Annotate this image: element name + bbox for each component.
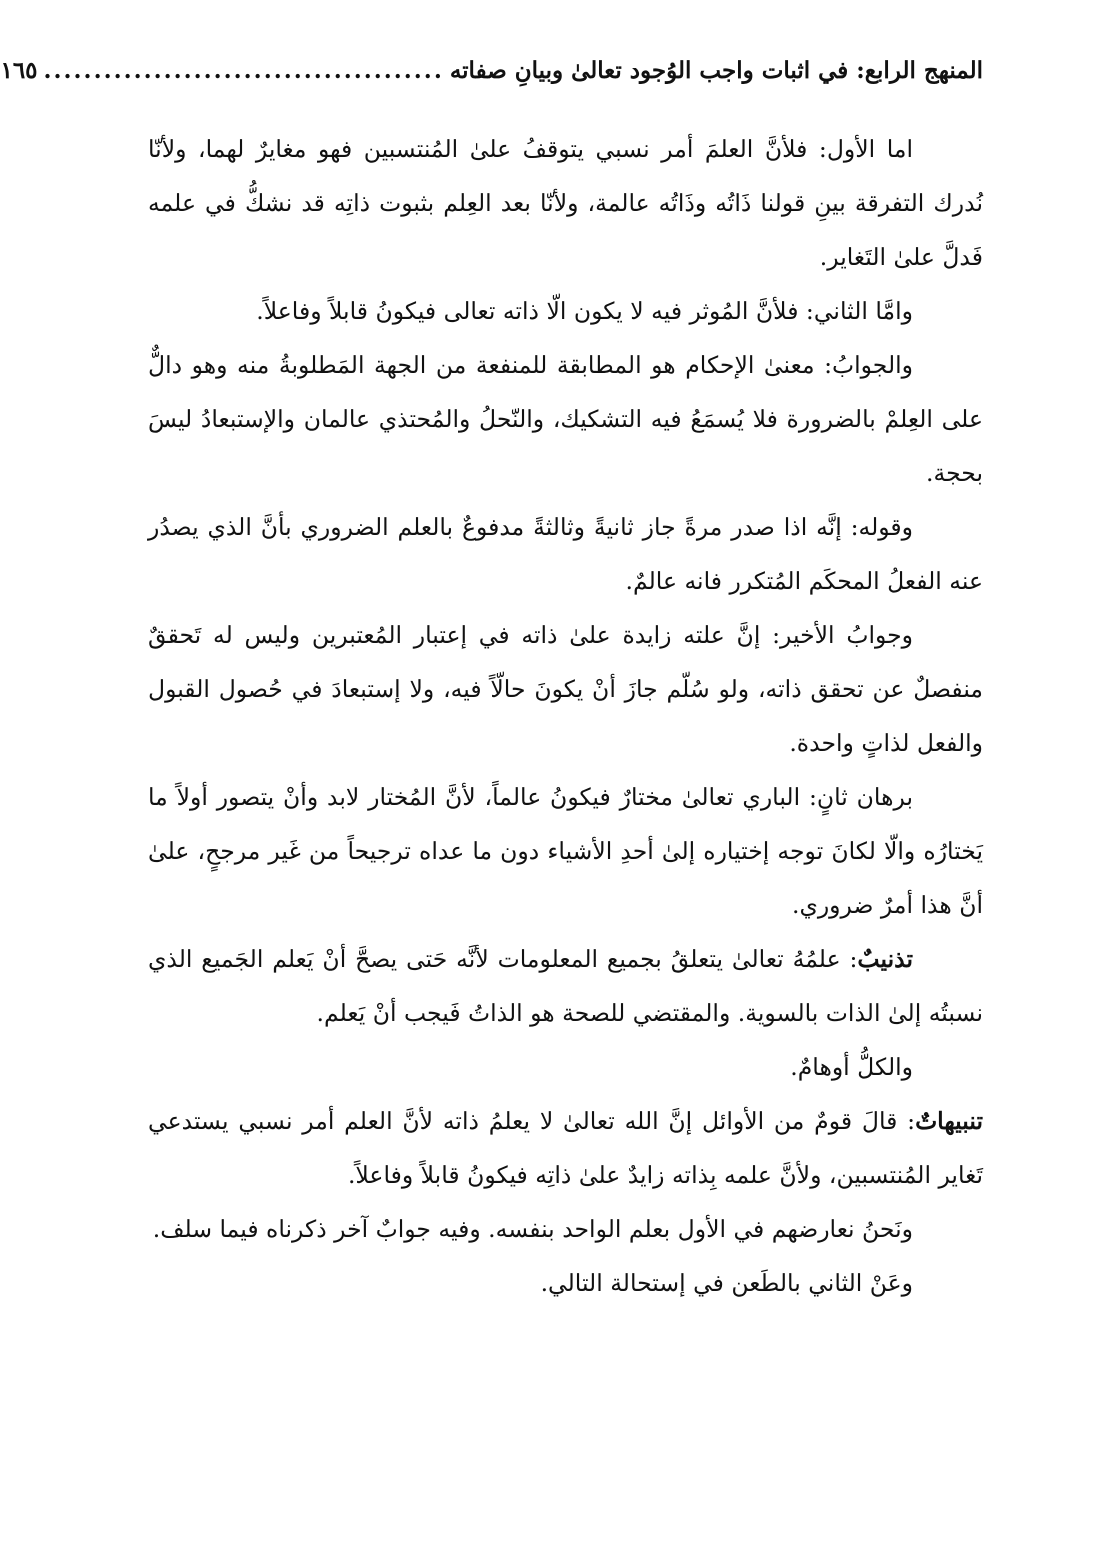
main-text (148, 122, 983, 1310)
paragraph (148, 1256, 983, 1310)
paragraph-text: والكلُّ أوهامٌ. (790, 1053, 913, 1081)
paragraph-text: وجوابُ الأخير: إنَّ علته زايدة علىٰ ذاته في إعتبار المُعتبرين وليس له تَحققٌ منفصلٌ عن تحقق ذاته، ولو سُلّم جازَ أنْ يكونَ حالّاً فيه، ولا إستبعادَ في حُصول القبول والفعل لذاتٍ واحدة. (148, 621, 983, 757)
paragraph-text: وعَنْ الثاني بالطَعن في إستحالة التالي. (540, 1269, 913, 1297)
paragraph (148, 284, 983, 338)
paragraph-text: وامَّا الثاني: فلأنَّ المُوثر فيه لا يكون الّا ذاته تعالى فيكونُ قابلاً وفاعلاً. (256, 297, 913, 325)
paragraph (148, 122, 983, 284)
paragraph-text: اما الأول: فلأنَّ العلمَ أمر نسبي يتوقفُ علىٰ المُنتسبين فهو مغايرٌ لهما، ولأنّا نُدرك التفرقة بينِ قولنا ذَاتُه وذَاتُه عالمة، ولأنّا بعد العِلم بثبوت ذاتِه قد نشكُّ في علمه فَدلَّ علىٰ التَغاير. (148, 135, 983, 271)
paragraph (148, 1040, 983, 1094)
paragraph-text: ونَحنُ نعارضهم في الأول بعلم الواحد بنفسه. وفيه جوابٌ آخر ذكرناه فيما سلف. (152, 1215, 913, 1243)
paragraph (148, 338, 983, 500)
paragraph-text: والجوابُ: معنىٰ الإحكام هو المطابقة للمنفعة من الجهة المَطلوبةُ منه وهو دالٌّ على العِلمْ بالضرورة فلا يُسمَعُ فيه التشكيك، والنّحلُ والمُحتذي عالمان والإستبعادُ ليسَ بحجة. (148, 351, 983, 487)
paragraph-tadhnib (148, 932, 983, 1040)
paragraph-tanbihat (148, 1094, 983, 1202)
paragraph-text: : علمُهُ تعالىٰ يتعلقُ بجميع المعلومات لأنَّه حَتى يصحَّ أنْ يَعلم الجَميع الذي نسبتُه إلىٰ الذات بالسوية. والمقتضي للصحة هو الذاتُ فَيجب أنْ يَعلم. (148, 945, 983, 1027)
running-title: المنهج الرابع: في اثبات واجب الوُجود تعالىٰ وبيانِ صفاته (449, 57, 983, 84)
paragraph-text: برهان ثانٍ: الباري تعالىٰ مختارٌ فيكونُ عالماً، لأنَّ المُختار لابد وأنْ يتصور أولاً ما يَختارُه والّا لكانَ توجه إختياره إلىٰ أحدِ الأشياء دون ما عداه ترجيحاً من غَير مرجحٍ، علىٰ أنَّ هذا أمرٌ ضروري. (148, 783, 983, 919)
paragraph (148, 608, 983, 770)
paragraph (148, 770, 983, 932)
page-header (0, 44, 983, 84)
paragraph (148, 1202, 983, 1256)
paragraph-text: : قالَ قومٌ من الأوائل إنَّ الله تعالىٰ لا يعلمُ ذاته لأنَّ العلم أمر نسبي يستدعي تَغاير المُنتسبين، ولأنَّ علمه بِذاته زايدٌ علىٰ ذاتِه فيكونُ قابلاً وفاعلاً. (148, 1107, 983, 1189)
paragraph-text: وقوله: إنَّه اذا صدر مرةً جاز ثانيةً وثالثةً مدفوعٌ بالعلم الضروري بأنَّ الذي يصدُر عنه الفعلُ المحكَم المُتكرر فانه عالمٌ. (148, 513, 983, 595)
dot-leader: ........................................ (43, 57, 444, 84)
page-number: ١٦٥ (0, 57, 38, 84)
paragraph (148, 500, 983, 608)
paragraph-lead: تذنيبٌ (857, 945, 913, 973)
paragraph-lead: تنبيهاتٌ (915, 1107, 983, 1135)
